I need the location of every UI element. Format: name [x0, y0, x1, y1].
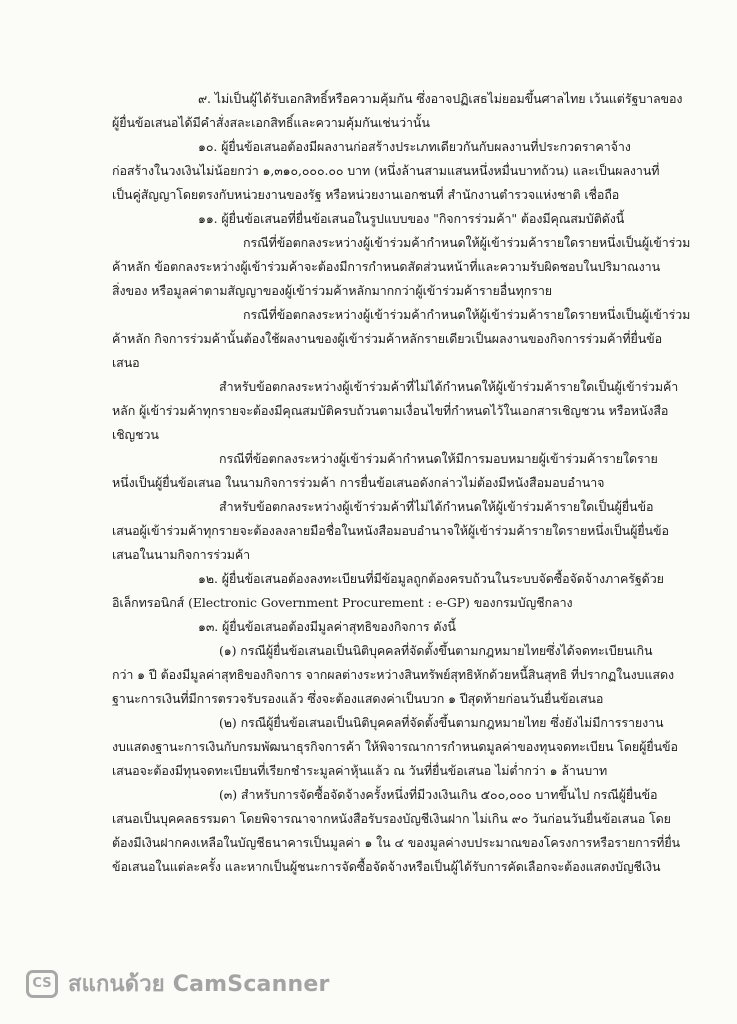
camscanner-logo-icon: CS: [26, 970, 58, 998]
document-line: ต้องมีเงินฝากคงเหลือในบัญชีธนาคารเป็นมูลค่า ๑ ใน ๔ ของมูลค่างบประมาณของโครงการหรือรายการที่ยื่น: [112, 835, 680, 850]
document-line: หนึ่งเป็นผู้ยื่นข้อเสนอ ในนามกิจการร่วมค้า การยื่นข้อเสนอดังกล่าวไม่ต้องมีหนังสือมอบอำนาจ: [112, 475, 605, 490]
document-line: หลัก ผู้เข้าร่วมค้าทุกรายจะต้องมีคุณสมบัติครบถ้วนตามเงื่อนไขที่กำหนดไว้ในเอกสารเชิญชวน หรือหนังสือ: [112, 403, 669, 418]
document-line: กรณีที่ข้อตกลงระหว่างผู้เข้าร่วมค้ากำหนดให้ผู้เข้าร่วมค้ารายใดรายหนึ่งเป็นผู้เข้าร่วม: [243, 235, 691, 250]
document-line: ๑๑. ผู้ยื่นข้อเสนอที่ยื่นข้อเสนอในรูปแบบของ "กิจการร่วมค้า" ต้องมีคุณสมบัติดังนี้: [198, 211, 625, 226]
watermark-text: สแกนด้วย CamScanner: [68, 972, 330, 997]
document-line: ข้อเสนอในแต่ละครั้ง และหากเป็นผู้ชนะการจัดซื้อจัดจ้างหรือเป็นผู้ได้รับการคัดเลือกจะต้องแสดงบัญชีเงิน: [112, 859, 661, 874]
document-line: ผู้ยื่นข้อเสนอได้มีคำสั่งสละเอกสิทธิ์และความคุ้มกันเช่นว่านั้น: [112, 115, 430, 130]
document-line: เสนอในนามกิจการร่วมค้า: [112, 547, 251, 562]
document-line: เสนอเป็นบุคคลธรรมดา โดยพิจารณาจากหนังสือรับรองบัญชีเงินฝาก ไม่เกิน ๙๐ วันก่อนวันยื่นข้อเสนอ โดย: [112, 811, 671, 826]
camscanner-watermark: [26, 966, 330, 1001]
document-line: เป็นคู่สัญญาโดยตรงกับหน่วยงานของรัฐ หรือหน่วยงานเอกชนที่ สำนักงานตำรวจแห่งชาติ เชื่อถือ: [112, 187, 620, 202]
document-line: เสนอ: [112, 355, 140, 370]
document-line: สิ่งของ หรือมูลค่าตามสัญญาของผู้เข้าร่วมค้าหลักมากกว่าผู้เข้าร่วมค้ารายอื่นทุกราย: [112, 283, 552, 298]
document-line: งบแสดงฐานะการเงินกับกรมพัฒนาธุรกิจการค้า ให้พิจารณาการกำหนดมูลค่าของทุนจดทะเบียน โดยผู้ยื่นข้อ: [112, 739, 678, 754]
document-line: เสนอจะต้องมีทุนจดทะเบียนที่เรียกชำระมูลค่าหุ้นแล้ว ณ วันที่ยื่นข้อเสนอ ไม่ต่ำกว่า ๑ ล้านบาท: [112, 763, 608, 778]
document-line: ฐานะการเงินที่มีการตรวจรับรองแล้ว ซึ่งจะต้องแสดงค่าเป็นบวก ๑ ปีสุดท้ายก่อนวันยื่นข้อเสนอ: [112, 691, 604, 706]
document-line: อิเล็กทรอนิกส์ (Electronic Government Procurement : e-GP) ของกรมบัญชีกลาง: [112, 595, 573, 610]
document-line: กรณีที่ข้อตกลงระหว่างผู้เข้าร่วมค้ากำหนดให้มีการมอบหมายผู้เข้าร่วมค้ารายใดราย: [219, 451, 658, 466]
document-line: ๑๓. ผู้ยื่นข้อเสนอต้องมีมูลค่าสุทธิของกิจการ ดังนี้: [198, 619, 456, 634]
document-line: (๒) กรณีผู้ยื่นข้อเสนอเป็นนิติบุคคลที่จัดตั้งขึ้นตามกฎหมายไทย ซึ่งยังไม่มีการรายงาน: [219, 715, 664, 730]
document-line: เสนอผู้เข้าร่วมค้าทุกรายจะต้องลงลายมือชื่อในหนังสือมอบอำนาจให้ผู้เข้าร่วมค้ารายใดรายหนึ่งเป็นผู้ยื่นข้อ: [112, 523, 669, 538]
document-line: ๑๐. ผู้ยื่นข้อเสนอต้องมีผลงานก่อสร้างประเภทเดียวกันกับผลงานที่ประกวดราคาจ้าง: [198, 139, 631, 154]
document-line: สำหรับข้อตกลงระหว่างผู้เข้าร่วมค้าที่ไม่ได้กำหนดให้ผู้เข้าร่วมค้ารายใดเป็นผู้เข้าร่วมค้า: [219, 379, 679, 394]
document-line: (๑) กรณีผู้ยื่นข้อเสนอเป็นนิติบุคคลที่จัดตั้งขึ้นตามกฎหมายไทยซึ่งได้จดทะเบียนเกิน: [219, 643, 653, 658]
document-line: สำหรับข้อตกลงระหว่างผู้เข้าร่วมค้าที่ไม่ได้กำหนดให้ผู้เข้าร่วมค้ารายใดเป็นผู้ยื่นข้อ: [219, 499, 654, 514]
document-line: กว่า ๑ ปี ต้องมีมูลค่าสุทธิของกิจการ จากผลต่างระหว่างสินทรัพย์สุทธิหักด้วยหนี้สินสุทธิ ที่ปรากฏในงบแสดง: [112, 667, 674, 682]
document-line: ๙. ไม่เป็นผู้ได้รับเอกสิทธิ์หรือความคุ้มกัน ซึ่งอาจปฏิเสธไม่ยอมขึ้นศาลไทย เว้นแต่รัฐบาลของ: [198, 91, 683, 106]
document-line: กรณีที่ข้อตกลงระหว่างผู้เข้าร่วมค้ากำหนดให้ผู้เข้าร่วมค้ารายใดรายหนึ่งเป็นผู้เข้าร่วม: [243, 307, 691, 322]
document-line: ค้าหลัก กิจการร่วมค้านั้นต้องใช้ผลงานของผู้เข้าร่วมค้าหลักรายเดียวเป็นผลงานของกิจการร่วมค้าที่ยื่นข้อ: [112, 331, 663, 346]
document-line: ค้าหลัก ข้อตกลงระหว่างผู้เข้าร่วมค้าจะต้องมีการกำหนดสัดส่วนหน้าที่และความรับผิดชอบในปริมาณงาน: [112, 259, 661, 274]
document-line: ก่อสร้างในวงเงินไม่น้อยกว่า ๑,๓๑๐,๐๐๐.๐๐ บาท (หนึ่งล้านสามแสนหนึ่งหมื่นบาทถ้วน) และเป็นผลงานที่: [112, 163, 660, 178]
document-line: ๑๒. ผู้ยื่นข้อเสนอต้องลงทะเบียนที่มีข้อมูลถูกต้องครบถ้วนในระบบจัดซื้อจัดจ้างภาครัฐด้วย: [198, 571, 664, 586]
document-line: (๓) สำหรับการจัดซื้อจัดจ้างครั้งหนึ่งที่มีวงเงินเกิน ๕๐๐,๐๐๐ บาทขึ้นไป กรณีผู้ยื่นข้อ: [219, 787, 658, 802]
document-line: เชิญชวน: [112, 427, 159, 442]
